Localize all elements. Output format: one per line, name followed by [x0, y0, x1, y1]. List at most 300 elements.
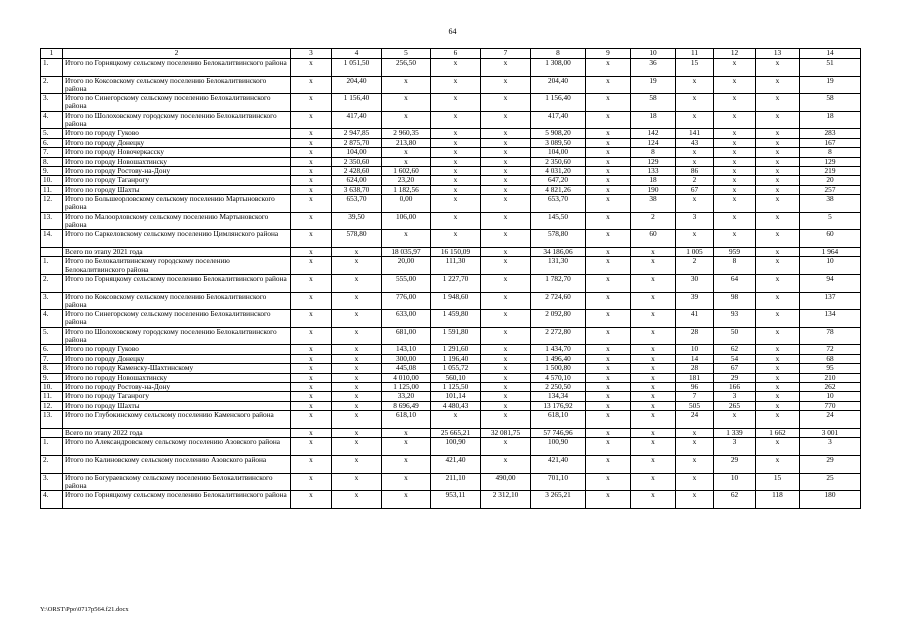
settlement-name-cell: Итого по Горняцкому сельскому поселению Белокалитвинского района — [63, 491, 291, 509]
value-cell: 180 — [800, 491, 861, 509]
value-cell: 129 — [631, 157, 676, 166]
value-cell: 15 — [756, 473, 800, 491]
value-cell: 100,90 — [531, 438, 586, 456]
value-cell: х — [586, 76, 631, 94]
value-cell: х — [291, 230, 332, 248]
value-cell: 101,14 — [431, 392, 481, 401]
value-cell: 15 — [676, 59, 714, 77]
settlement-name-cell: Итого по городу Донецку — [63, 138, 291, 147]
value-cell: х — [756, 176, 800, 185]
column-number-cell: 2 — [63, 49, 291, 59]
value-cell: х — [382, 428, 431, 438]
value-cell: х — [291, 76, 332, 94]
value-cell: х — [631, 491, 676, 509]
value-cell: х — [756, 438, 800, 456]
value-cell: 953,11 — [431, 491, 481, 509]
value-cell: х — [586, 310, 631, 328]
value-cell: х — [756, 455, 800, 473]
value-cell: 770 — [800, 401, 861, 410]
value-cell: х — [714, 111, 756, 129]
value-cell: 190 — [631, 185, 676, 194]
value-cell: 2 350,60 — [332, 157, 382, 166]
row-number-cell: 12. — [41, 195, 63, 213]
value-cell: 16 150,09 — [431, 247, 481, 257]
settlement-name-cell: Итого по городу Таганрогу — [63, 176, 291, 185]
value-cell: х — [586, 383, 631, 392]
row-number-cell: 1. — [41, 438, 63, 456]
value-cell: 219 — [800, 166, 861, 175]
value-cell: х — [382, 230, 431, 248]
value-cell: х — [332, 257, 382, 275]
value-cell: 2 350,60 — [531, 157, 586, 166]
value-cell: 133 — [631, 166, 676, 175]
value-cell: 265 — [714, 401, 756, 410]
value-cell: х — [714, 94, 756, 112]
value-cell: х — [332, 345, 382, 354]
value-cell: х — [756, 76, 800, 94]
row-number-cell — [41, 428, 63, 438]
settlement-name-cell: Итого по Глубокинскому сельскому поселению Каменского района — [63, 411, 291, 429]
value-cell: 98 — [714, 292, 756, 310]
value-cell: х — [756, 148, 800, 157]
column-number-cell: 3 — [291, 49, 332, 59]
value-cell: х — [631, 411, 676, 429]
value-cell: х — [676, 230, 714, 248]
row-number-cell: 6. — [41, 138, 63, 147]
value-cell: 417,40 — [531, 111, 586, 129]
value-cell: х — [291, 383, 332, 392]
value-cell: 5 — [800, 212, 861, 230]
row-number-cell: 9. — [41, 166, 63, 175]
value-cell: х — [481, 392, 531, 401]
value-cell: 2 428,60 — [332, 166, 382, 175]
value-cell: х — [586, 401, 631, 410]
table-row — [41, 138, 861, 147]
value-cell: х — [714, 138, 756, 147]
value-cell: 1 964 — [800, 247, 861, 257]
value-cell: х — [291, 354, 332, 363]
row-number-cell: 3. — [41, 473, 63, 491]
value-cell: 18 — [631, 176, 676, 185]
settlement-name-cell: Итого по городу Ростову-на-Дону — [63, 166, 291, 175]
column-number-cell: 7 — [481, 49, 531, 59]
value-cell: х — [631, 354, 676, 363]
value-cell: х — [431, 111, 481, 129]
value-cell: 24 — [676, 411, 714, 429]
value-cell: 167 — [800, 138, 861, 147]
value-cell: 4 821,26 — [531, 185, 586, 194]
value-cell: 2 312,10 — [481, 491, 531, 509]
value-cell: 51 — [800, 59, 861, 77]
value-cell: х — [756, 59, 800, 77]
value-cell: х — [291, 59, 332, 77]
table-row — [41, 76, 861, 94]
value-cell: 142 — [631, 129, 676, 138]
value-cell: 204,40 — [531, 76, 586, 94]
value-cell: 29 — [714, 373, 756, 382]
value-cell: х — [431, 148, 481, 157]
value-cell: х — [756, 364, 800, 373]
value-cell: х — [481, 257, 531, 275]
value-cell: 50 — [714, 327, 756, 345]
value-cell: х — [756, 247, 800, 257]
settlement-name-cell: Итого по городу Гуково — [63, 345, 291, 354]
value-cell: 166 — [714, 383, 756, 392]
value-cell: х — [756, 195, 800, 213]
table-row — [41, 473, 861, 491]
value-cell: х — [631, 257, 676, 275]
value-cell: х — [586, 157, 631, 166]
settlement-name-cell: Итого по городу Новошахтинску — [63, 373, 291, 382]
table-row — [41, 491, 861, 509]
value-cell: 18 035,97 — [382, 247, 431, 257]
settlement-name-cell: Итого по Синегорскому сельскому поселению Белокалитвинского района — [63, 310, 291, 328]
value-cell: х — [291, 411, 332, 429]
row-number-cell: 4. — [41, 111, 63, 129]
table-row — [41, 176, 861, 185]
value-cell: х — [586, 212, 631, 230]
value-cell: 213,80 — [382, 138, 431, 147]
value-cell: 111,30 — [431, 257, 481, 275]
settlement-name-cell: Итого по Шолоховскому городскому поселению Белокалитвинского района — [63, 111, 291, 129]
value-cell: 421,40 — [431, 455, 481, 473]
value-cell: 490,00 — [481, 473, 531, 491]
value-cell: х — [382, 94, 431, 112]
value-cell: 104,00 — [531, 148, 586, 157]
value-cell: х — [332, 473, 382, 491]
value-cell: 4 031,20 — [531, 166, 586, 175]
row-number-cell: 6. — [41, 345, 63, 354]
value-cell: х — [586, 138, 631, 147]
value-cell: 1 051,50 — [332, 59, 382, 77]
value-cell: х — [481, 185, 531, 194]
value-cell: 1 196,40 — [431, 354, 481, 363]
settlement-name-cell: Итого по городу Каменску-Шахтинскому — [63, 364, 291, 373]
value-cell: х — [631, 247, 676, 257]
value-cell: х — [431, 195, 481, 213]
value-cell: х — [586, 392, 631, 401]
settlement-name-cell: Итого по городу Таганрогу — [63, 392, 291, 401]
value-cell: 54 — [714, 354, 756, 363]
value-cell: х — [714, 166, 756, 175]
value-cell: 24 — [800, 411, 861, 429]
value-cell: х — [291, 428, 332, 438]
row-number-cell: 14. — [41, 230, 63, 248]
value-cell: 300,00 — [382, 354, 431, 363]
value-cell: 41 — [676, 310, 714, 328]
value-cell: х — [481, 411, 531, 429]
value-cell: х — [676, 157, 714, 166]
table-row — [41, 411, 861, 429]
value-cell: х — [756, 383, 800, 392]
row-number-cell: 8. — [41, 157, 63, 166]
value-cell: 93 — [714, 310, 756, 328]
value-cell: 29 — [800, 455, 861, 473]
value-cell: 624,00 — [332, 176, 382, 185]
value-cell: 959 — [714, 247, 756, 257]
row-number-cell: 2. — [41, 76, 63, 94]
value-cell: х — [291, 392, 332, 401]
value-cell: 653,70 — [332, 195, 382, 213]
value-cell: 618,10 — [531, 411, 586, 429]
value-cell: х — [586, 345, 631, 354]
value-cell: х — [631, 401, 676, 410]
value-cell: х — [291, 185, 332, 194]
value-cell: 58 — [800, 94, 861, 112]
value-cell: 25 — [800, 473, 861, 491]
value-cell: 3 — [676, 212, 714, 230]
table-row — [41, 230, 861, 248]
value-cell: х — [714, 59, 756, 77]
value-cell: х — [586, 275, 631, 293]
table-row — [41, 275, 861, 293]
settlement-name-cell: Итого по городу Новошахтинску — [63, 157, 291, 166]
row-number-cell: 1. — [41, 59, 63, 77]
value-cell: х — [756, 157, 800, 166]
value-cell: 62 — [714, 345, 756, 354]
value-cell: х — [481, 129, 531, 138]
value-cell: х — [291, 129, 332, 138]
value-cell: х — [631, 292, 676, 310]
value-cell: х — [481, 373, 531, 382]
value-cell: 10 — [800, 257, 861, 275]
value-cell: х — [631, 364, 676, 373]
settlement-name-cell: Итого по Александровскому сельскому поселению Азовского района — [63, 438, 291, 456]
value-cell: х — [676, 111, 714, 129]
value-cell: 1 459,80 — [431, 310, 481, 328]
value-cell: 25 665,21 — [431, 428, 481, 438]
table-row — [41, 195, 861, 213]
value-cell: х — [586, 94, 631, 112]
table-row — [41, 157, 861, 166]
value-cell: х — [756, 111, 800, 129]
value-cell: х — [332, 373, 382, 382]
value-cell: 36 — [631, 59, 676, 77]
table-row — [41, 438, 861, 456]
value-cell: х — [291, 292, 332, 310]
value-cell: х — [481, 401, 531, 410]
value-cell: х — [676, 428, 714, 438]
value-cell: х — [481, 230, 531, 248]
value-cell: 1 005 — [676, 247, 714, 257]
value-cell: 19 — [631, 76, 676, 94]
value-cell: х — [481, 59, 531, 77]
value-cell: х — [332, 310, 382, 328]
value-cell: х — [631, 345, 676, 354]
value-cell: х — [481, 275, 531, 293]
row-number-cell: 1. — [41, 257, 63, 275]
value-cell: 137 — [800, 292, 861, 310]
value-cell: х — [714, 129, 756, 138]
settlement-name-cell: Итого по городу Новочеркасску — [63, 148, 291, 157]
value-cell: х — [586, 176, 631, 185]
value-cell: 421,40 — [531, 455, 586, 473]
settlement-name-cell: Итого по Саркеловскому сельскому поселению Цимлянского района — [63, 230, 291, 248]
value-cell: 2 — [676, 257, 714, 275]
value-cell: 60 — [800, 230, 861, 248]
value-cell: 143,10 — [382, 345, 431, 354]
value-cell: х — [714, 176, 756, 185]
value-cell: х — [714, 195, 756, 213]
value-cell: 30 — [676, 275, 714, 293]
value-cell: х — [586, 327, 631, 345]
value-cell: х — [586, 428, 631, 438]
value-cell: 18 — [631, 111, 676, 129]
table-row — [41, 212, 861, 230]
value-cell: х — [756, 292, 800, 310]
value-cell: 3 — [714, 438, 756, 456]
table-row — [41, 292, 861, 310]
value-cell: х — [431, 94, 481, 112]
value-cell: 653,70 — [531, 195, 586, 213]
value-cell: х — [631, 438, 676, 456]
value-cell: х — [714, 212, 756, 230]
value-cell: х — [332, 392, 382, 401]
value-cell: х — [382, 111, 431, 129]
value-cell: х — [631, 373, 676, 382]
value-cell: х — [586, 292, 631, 310]
value-cell: х — [431, 176, 481, 185]
value-cell: х — [481, 76, 531, 94]
value-cell: 95 — [800, 364, 861, 373]
table-row — [41, 327, 861, 345]
row-number-cell: 4. — [41, 491, 63, 509]
value-cell: х — [481, 455, 531, 473]
value-cell: х — [382, 455, 431, 473]
value-cell: х — [756, 345, 800, 354]
value-cell: х — [431, 411, 481, 429]
value-cell: 94 — [800, 275, 861, 293]
value-cell: 67 — [676, 185, 714, 194]
value-cell: 1 227,70 — [431, 275, 481, 293]
value-cell: х — [291, 491, 332, 509]
value-cell: х — [676, 94, 714, 112]
settlement-name-cell: Всего по этапу 2022 года — [63, 428, 291, 438]
value-cell: 417,40 — [332, 111, 382, 129]
value-cell: х — [481, 292, 531, 310]
value-cell: х — [382, 76, 431, 94]
value-cell: х — [586, 473, 631, 491]
value-cell: х — [631, 455, 676, 473]
value-cell: х — [756, 401, 800, 410]
value-cell: 1 500,80 — [531, 364, 586, 373]
value-cell: 0,00 — [382, 195, 431, 213]
value-cell: х — [481, 247, 531, 257]
value-cell: х — [332, 275, 382, 293]
value-cell: х — [481, 438, 531, 456]
column-number-cell: 12 — [714, 49, 756, 59]
value-cell: х — [756, 354, 800, 363]
value-cell: 2 947,85 — [332, 129, 382, 138]
row-number-cell: 3. — [41, 94, 63, 112]
column-number-cell: 10 — [631, 49, 676, 59]
settlement-name-cell: Итого по городу Шахты — [63, 401, 291, 410]
value-cell: х — [291, 111, 332, 129]
row-number-cell: 2. — [41, 275, 63, 293]
value-cell: х — [481, 138, 531, 147]
value-cell: х — [382, 473, 431, 491]
value-cell: х — [586, 166, 631, 175]
row-number-cell — [41, 247, 63, 257]
settlement-name-cell: Итого по Малоорловскому сельскому поселению Мартыновского района — [63, 212, 291, 230]
value-cell: х — [756, 230, 800, 248]
value-cell: 124 — [631, 138, 676, 147]
value-cell: х — [586, 59, 631, 77]
value-cell: 3 265,21 — [531, 491, 586, 509]
value-cell: 141 — [676, 129, 714, 138]
value-cell: 211,10 — [431, 473, 481, 491]
value-cell: 1 182,56 — [382, 185, 431, 194]
value-cell: х — [332, 327, 382, 345]
table-row — [41, 364, 861, 373]
value-cell: х — [481, 212, 531, 230]
value-cell: х — [332, 401, 382, 410]
value-cell: х — [291, 195, 332, 213]
value-cell: х — [291, 275, 332, 293]
row-number-cell: 7. — [41, 354, 63, 363]
value-cell: х — [676, 195, 714, 213]
table-header-row — [41, 49, 861, 59]
value-cell: х — [481, 111, 531, 129]
value-cell: 106,00 — [382, 212, 431, 230]
value-cell: 10 — [714, 473, 756, 491]
value-cell: 1 308,00 — [531, 59, 586, 77]
settlement-name-cell: Итого по Белокалитвинскому городскому поселению Белокалитвинского района — [63, 257, 291, 275]
stage-total-row — [41, 247, 861, 257]
settlement-name-cell: Итого по Синегорскому сельскому поселению Белокалитвинского района — [63, 94, 291, 112]
row-number-cell: 10. — [41, 176, 63, 185]
value-cell: х — [631, 275, 676, 293]
row-number-cell: 13. — [41, 411, 63, 429]
table-row — [41, 401, 861, 410]
table-row — [41, 310, 861, 328]
settlement-name-cell: Итого по городу Шахты — [63, 185, 291, 194]
value-cell: х — [291, 138, 332, 147]
value-cell: 3 — [800, 438, 861, 456]
row-number-cell: 5. — [41, 129, 63, 138]
value-cell: 39,50 — [332, 212, 382, 230]
value-cell: 445,08 — [382, 364, 431, 373]
value-cell: х — [481, 94, 531, 112]
value-cell: х — [332, 364, 382, 373]
value-cell: х — [291, 327, 332, 345]
value-cell: 145,50 — [531, 212, 586, 230]
table-row — [41, 129, 861, 138]
value-cell: х — [586, 438, 631, 456]
value-cell: х — [332, 438, 382, 456]
value-cell: х — [291, 176, 332, 185]
value-cell: х — [586, 364, 631, 373]
row-number-cell: 12. — [41, 401, 63, 410]
value-cell: х — [431, 76, 481, 94]
value-cell: х — [332, 292, 382, 310]
row-number-cell: 10. — [41, 383, 63, 392]
value-cell: 8 — [714, 257, 756, 275]
value-cell: 4 480,43 — [431, 401, 481, 410]
settlement-name-cell: Итого по Богураевскому сельскому поселению Белокалитвинского района — [63, 473, 291, 491]
value-cell: 19 — [800, 76, 861, 94]
row-number-cell: 5. — [41, 327, 63, 345]
row-number-cell: 7. — [41, 148, 63, 157]
value-cell: 1 591,80 — [431, 327, 481, 345]
value-cell: х — [332, 354, 382, 363]
value-cell: х — [481, 354, 531, 363]
value-cell: 1 434,70 — [531, 345, 586, 354]
column-number-cell: 6 — [431, 49, 481, 59]
value-cell: 560,10 — [431, 373, 481, 382]
value-cell: 1 782,70 — [531, 275, 586, 293]
value-cell: х — [631, 327, 676, 345]
